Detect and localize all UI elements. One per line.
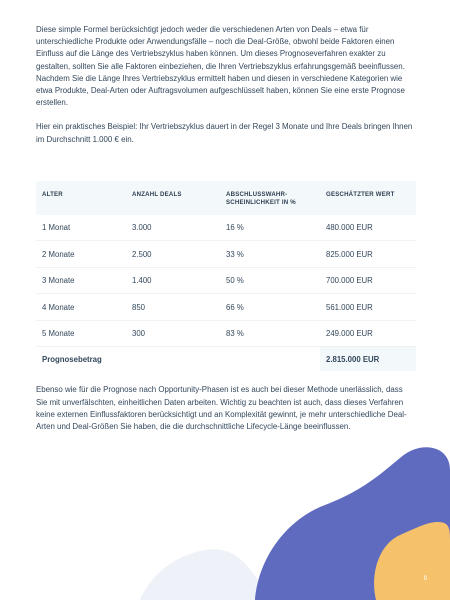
- cell-wahrscheinlichkeit: 33 %: [220, 241, 320, 268]
- cell-wert: 480.000 EUR: [320, 215, 416, 241]
- header-alter: ALTER: [36, 181, 126, 215]
- forecast-table-wrapper: [36, 181, 416, 372]
- cell-alter: 5 Monate: [36, 320, 126, 347]
- table-row: [36, 267, 416, 294]
- paragraph-example: Hier ein praktisches Beispiel: Ihr Vertriebszyklus dauert in der Regel 3 Monate und Ihre Deals bringen Ihnen im Durchschnitt 1.000 € ein.: [36, 122, 413, 144]
- cell-anzahl: 3.000: [126, 215, 220, 241]
- cell-alter: 1 Monat: [36, 215, 126, 241]
- table-row: [36, 215, 416, 241]
- cell-anzahl: 2.500: [126, 241, 220, 268]
- cell-wert: 561.000 EUR: [320, 294, 416, 321]
- table-row: [36, 241, 416, 268]
- forecast-table: [36, 181, 416, 372]
- cell-wert: 700.000 EUR: [320, 267, 416, 294]
- header-geschaetzter-wert: GESCHÄTZTER WERT: [320, 181, 416, 215]
- page-number: 9: [423, 576, 427, 582]
- header-anzahl-deals: ANZAHL DEALS: [126, 181, 220, 215]
- cell-wahrscheinlichkeit: 16 %: [220, 215, 320, 241]
- cell-anzahl: 850: [126, 294, 220, 321]
- paragraph-categories: Nachdem Sie die Länge Ihres Vertriebszyklus ermittelt haben und diesen in verschiedene Kategorien wie etwa Produkte, Deal-Arten oder Auftragsvolumen aufgeschlüsselt haben, können Sie eine erste Prognose erstellen.: [36, 73, 405, 108]
- cell-alter: 3 Monate: [36, 267, 126, 294]
- header-abschlusswahrscheinlichkeit: ABSCHLUSSWAHR-SCHEINLICHKEIT IN %: [220, 181, 320, 215]
- cell-anzahl: 1.400: [126, 267, 220, 294]
- cell-alter: 2 Monate: [36, 241, 126, 268]
- table-row: [36, 320, 416, 347]
- total-value: 2.815.000 EUR: [320, 347, 416, 372]
- light-blob-shape: [140, 549, 270, 600]
- table-row: [36, 294, 416, 321]
- cell-wert: 249.000 EUR: [320, 320, 416, 347]
- paragraph-intro: Diese simple Formel berücksichtigt jedoch weder die verschiedenen Arten von Deals – etwa für unterschiedliche Produkte oder Anwendungsfälle – noch die Deal-Größe, obwohl beide Faktoren einen Einfluss auf die Länge des Vertriebszyklus haben können. Um dieses Prognoseverfahren exakter zu gestalten, sollten Sie alle Faktoren einbeziehen, die Ihren Vertriebszyklus erfahrungsgemäß beeinflussen.: [36, 25, 405, 71]
- paragraph-conclusion: Ebenso wie für die Prognose nach Opportunity-Phasen ist es auch bei dieser Methode unerlässlich, dass Sie mit unverfälschten, einheitlichen Daten arbeiten. Wichtig zu beachten ist auch, dass dieses Verfahren keine externen Einflussfaktoren berücksichtigt und an Komplexität gewinnt, je mehr unterschiedliche Deal-Arten und Deal-Größen Sie haben, die die durchschnittliche Lifecycle-Länge beeinflussen.: [36, 385, 407, 431]
- cell-wahrscheinlichkeit: 50 %: [220, 267, 320, 294]
- cell-wahrscheinlichkeit: 83 %: [220, 320, 320, 347]
- total-label: Prognosebetrag: [42, 354, 102, 364]
- cell-anzahl: 300: [126, 320, 220, 347]
- table-header-row: [36, 181, 416, 215]
- cell-wahrscheinlichkeit: 66 %: [220, 294, 320, 321]
- content-area: [36, 24, 416, 433]
- table-total-row: [36, 347, 416, 372]
- cell-wert: 825.000 EUR: [320, 241, 416, 268]
- cell-alter: 4 Monate: [36, 294, 126, 321]
